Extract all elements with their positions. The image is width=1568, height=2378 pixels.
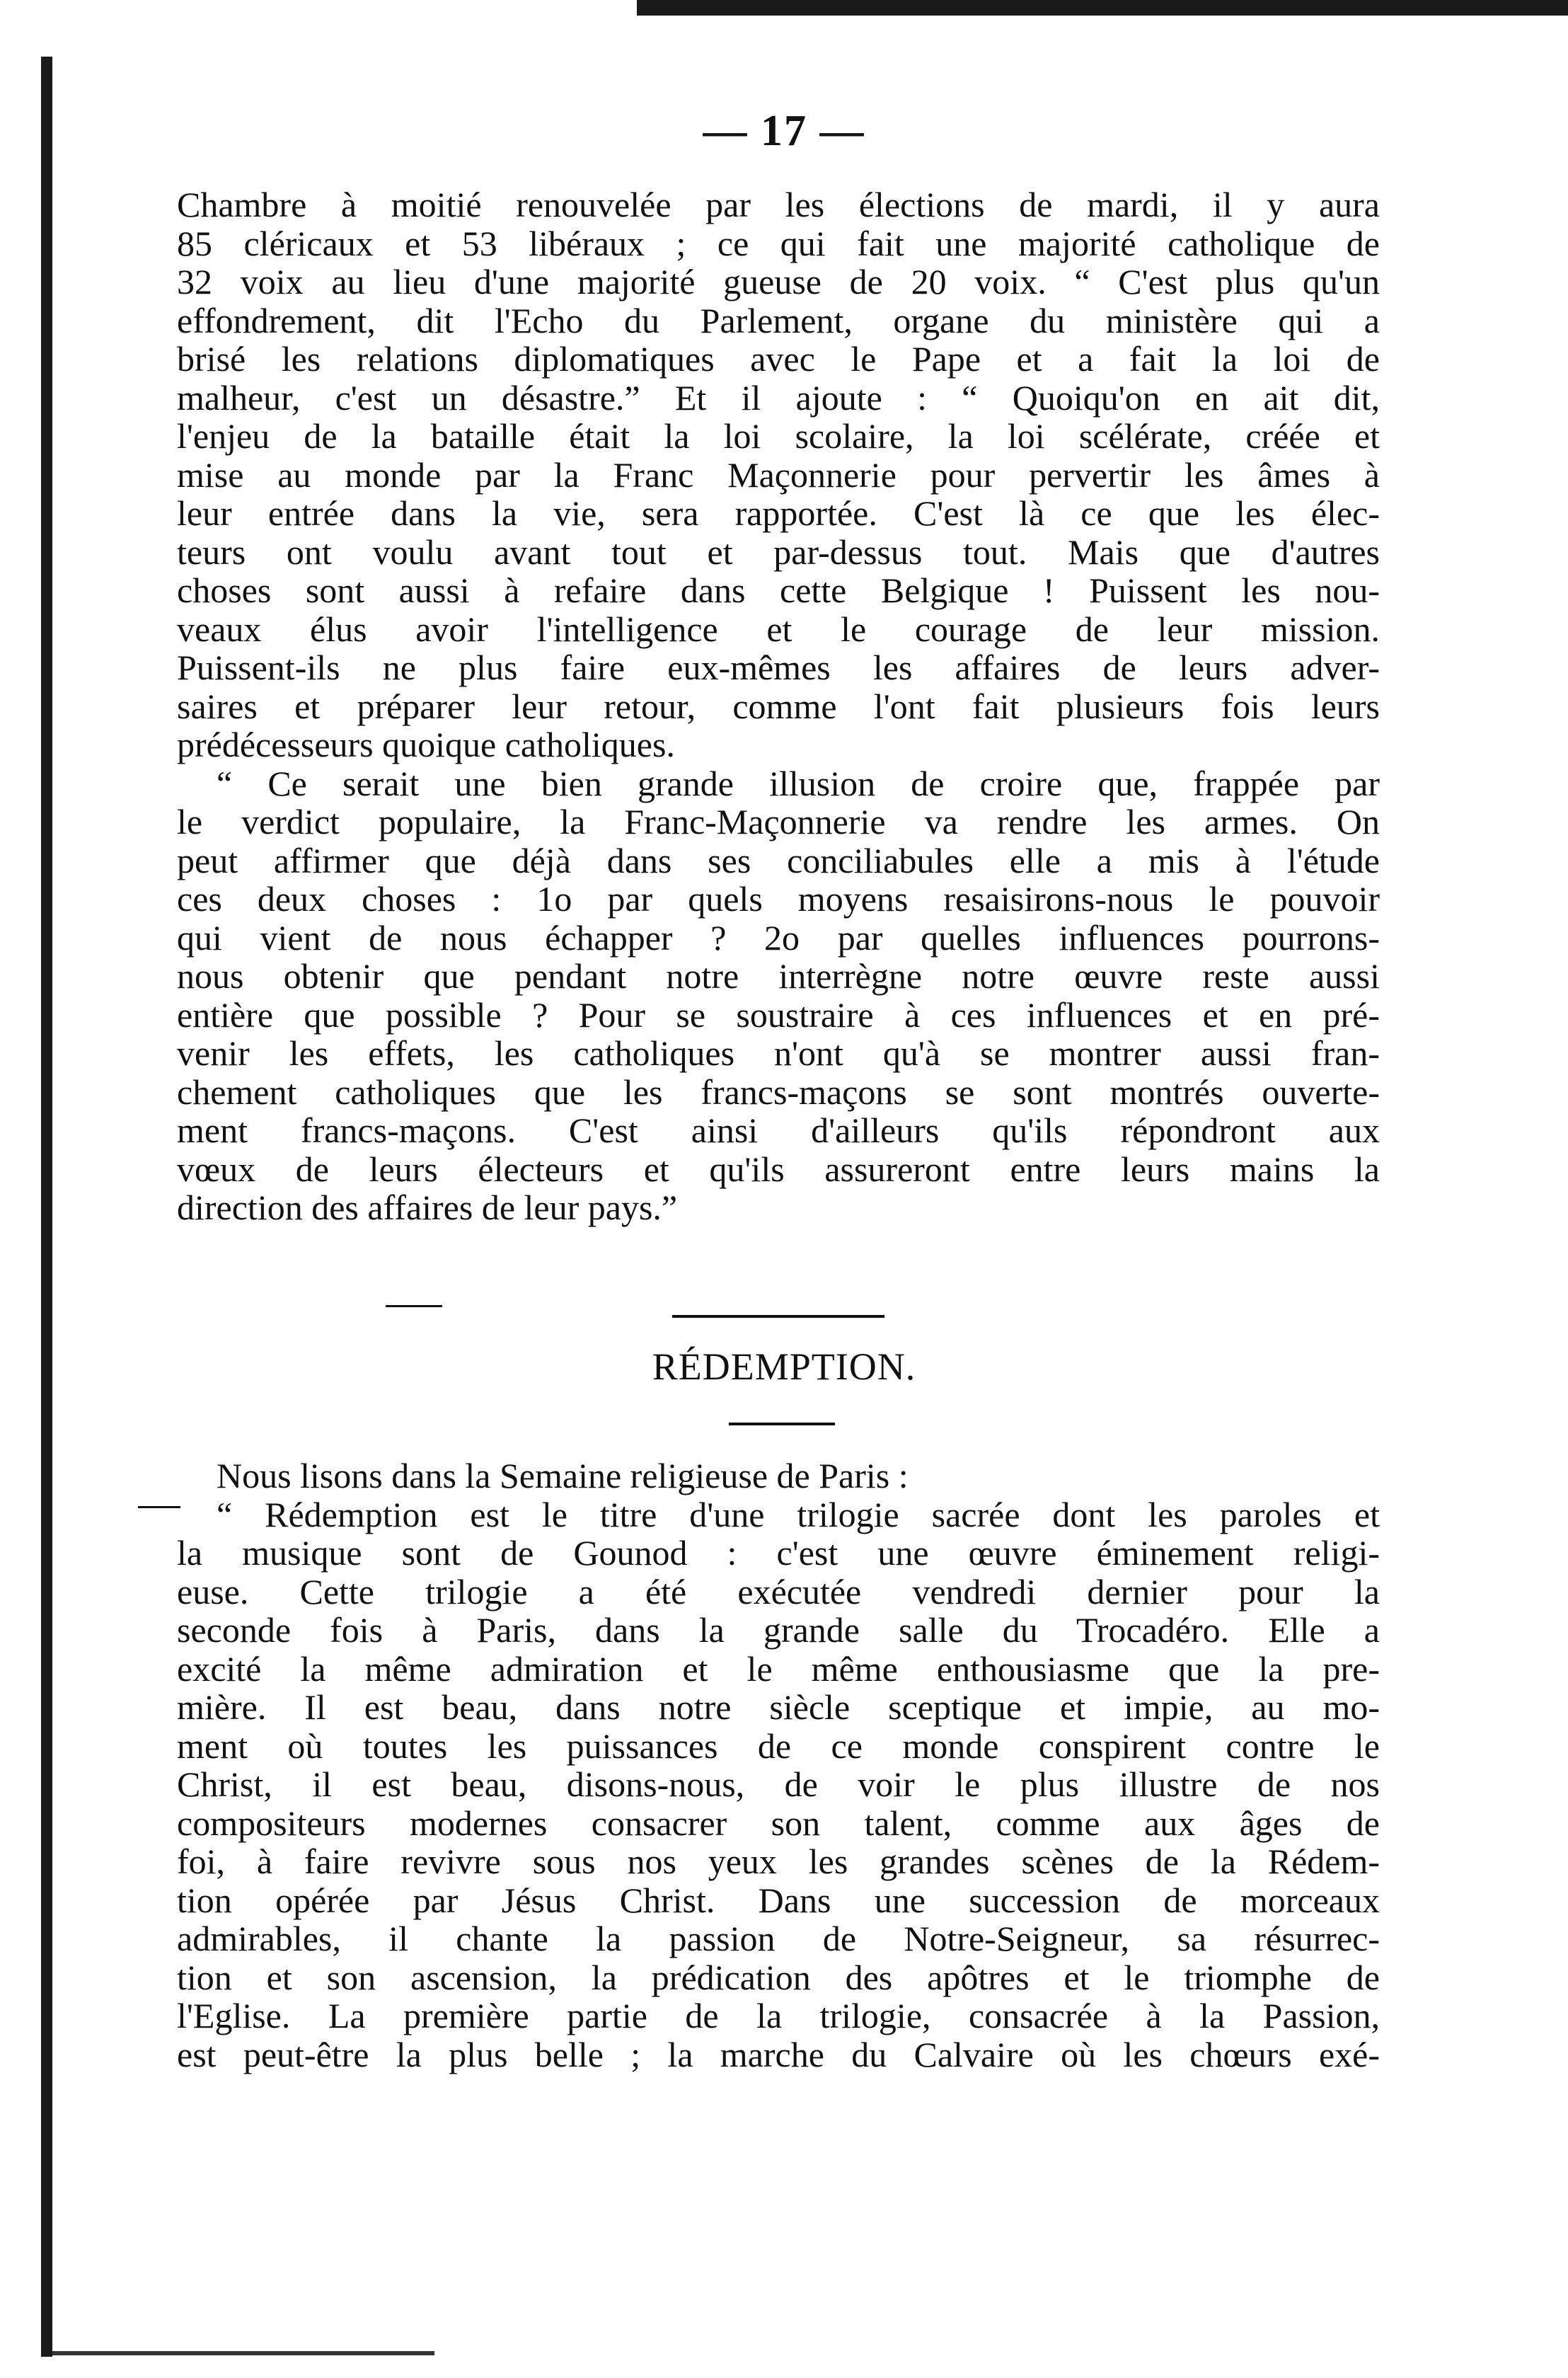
text-line: brisé les relations diplomatiques avec le Pape et a fait la loi de bbox=[177, 339, 1380, 379]
decorative-rule-left bbox=[386, 1305, 442, 1307]
text-line: l'Eglise. La première partie de la trilogie, consacrée à la Passion, bbox=[177, 1996, 1380, 2035]
text-line: foi, à faire revivre sous nos yeux les grandes scènes de la Rédem- bbox=[177, 1842, 1380, 1881]
text-line: peut affirmer que déjà dans ses conciliabules elle a mis à l'étude bbox=[177, 840, 1380, 880]
text-line: veaux élus avoir l'intelligence et le courage de leur mission. bbox=[177, 609, 1380, 649]
text-line: Puissent-ils ne plus faire eux-mêmes les affaires de leurs adver- bbox=[177, 648, 1380, 687]
text-line: 32 voix au lieu d'une majorité gueuse de 20 voix. “ C'est plus qu'un bbox=[177, 262, 1380, 301]
text-line: ment francs-maçons. C'est ainsi d'ailleurs qu'ils répondront aux bbox=[177, 1110, 1380, 1150]
page-edge-shadow-bottom bbox=[52, 2351, 434, 2355]
text-line: effondrement, dit l'Echo du Parlement, organe du ministère qui a bbox=[177, 300, 1380, 340]
text-line: le verdict populaire, la Franc-Maçonnerie va rendre les armes. On bbox=[177, 802, 1380, 842]
separator-rule-bottom bbox=[729, 1423, 835, 1425]
page-edge-shadow-top bbox=[637, 0, 1568, 16]
text-line: entière que possible ? Pour se soustraire à ces influences et en pré- bbox=[177, 994, 1380, 1035]
text-line: Nous lisons dans la Semaine religieuse de Paris : bbox=[217, 1456, 909, 1495]
text-line: qui vient de nous échapper ? 2o par quelles influences pourrons- bbox=[177, 917, 1380, 958]
text-line: Chambre à moitié renouvelée par les élections de mardi, il y aura bbox=[177, 185, 1380, 224]
separator-rule-top bbox=[672, 1315, 884, 1318]
text-line: l'enjeu de la bataille était la loi scolaire, la loi scélérate, créée et bbox=[177, 416, 1380, 456]
text-line: direction des affaires de leur pays.” bbox=[177, 1188, 678, 1227]
text-line: compositeurs modernes consacrer son talent, comme aux âges de bbox=[177, 1803, 1380, 1843]
page-edge-shadow-left bbox=[41, 57, 52, 2357]
text-line: ces deux choses : 1o par quels moyens resaisirons-nous le pouvoir bbox=[177, 879, 1380, 919]
text-line: saires et préparer leur retour, comme l'ont fait plusieurs fois leurs bbox=[177, 686, 1380, 726]
text-line: mière. Il est beau, dans notre siècle sceptique et impie, au mo- bbox=[177, 1687, 1380, 1727]
text-line: la musique sont de Gounod : c'est une œuvre éminement religi- bbox=[177, 1533, 1380, 1573]
page-number: — 17 — bbox=[703, 107, 865, 155]
text-line: seconde fois à Paris, dans la grande salle du Trocadéro. Elle a bbox=[177, 1610, 1380, 1650]
text-line: chement catholiques que les francs-maçons se sont montrés ouverte- bbox=[177, 1072, 1380, 1112]
text-line: prédécesseurs quoique catholiques. bbox=[177, 725, 675, 764]
text-line: mise au monde par la Franc Maçonnerie pour pervertir les âmes à bbox=[177, 454, 1380, 495]
article-redemption-text bbox=[177, 1457, 1380, 2074]
text-line: euse. Cette trilogie a été exécutée vendredi dernier pour la bbox=[177, 1571, 1380, 1612]
margin-mark bbox=[138, 1506, 180, 1508]
text-line: “ Ce serait une bien grande illusion de croire que, frappée par bbox=[217, 763, 1380, 803]
text-line: ment où toutes les puissances de ce monde conspirent contre le bbox=[177, 1725, 1380, 1766]
text-line: vœux de leurs électeurs et qu'ils assureront entre leurs mains la bbox=[177, 1149, 1380, 1189]
text-line: Christ, il est beau, disons-nous, de voir le plus illustre de nos bbox=[177, 1764, 1380, 1804]
text-line: est peut-être la plus belle ; la marche du Calvaire où les chœurs exé- bbox=[177, 2034, 1380, 2074]
text-line: tion opérée par Jésus Christ. Dans une succession de morceaux bbox=[177, 1880, 1380, 1920]
text-line: teurs ont voulu avant tout et par-dessus tout. Mais que d'autres bbox=[177, 532, 1380, 572]
text-line: leur entrée dans la vie, sera rapportée. C'est là ce que les élec- bbox=[177, 493, 1380, 533]
text-line: admirables, il chante la passion de Notre-Seigneur, sa résurrec- bbox=[177, 1919, 1380, 1958]
article-election-text bbox=[177, 185, 1380, 1227]
text-line: venir les effets, les catholiques n'ont qu'à se montrer aussi fran- bbox=[177, 1033, 1380, 1073]
text-line: 85 cléricaux et 53 libéraux ; ce qui fait une majorité catholique de bbox=[177, 223, 1380, 263]
text-line: excité la même admiration et le même enthousiasme que la pre- bbox=[177, 1648, 1380, 1689]
text-line: nous obtenir que pendant notre interrègne notre œuvre reste aussi bbox=[177, 956, 1380, 996]
text-line: tion et son ascension, la prédication des apôtres et le triomphe de bbox=[177, 1957, 1380, 1997]
text-line: choses sont aussi à refaire dans cette Belgique ! Puissent les nou- bbox=[177, 570, 1380, 610]
text-line: malheur, c'est un désastre.” Et il ajoute : “ Quoiqu'on en ait dit, bbox=[177, 377, 1380, 418]
text-line: “ Rédemption est le titre d'une trilogie sacrée dont les paroles et bbox=[217, 1494, 1380, 1534]
section-heading-redemption: RÉDEMPTION. bbox=[652, 1345, 916, 1388]
